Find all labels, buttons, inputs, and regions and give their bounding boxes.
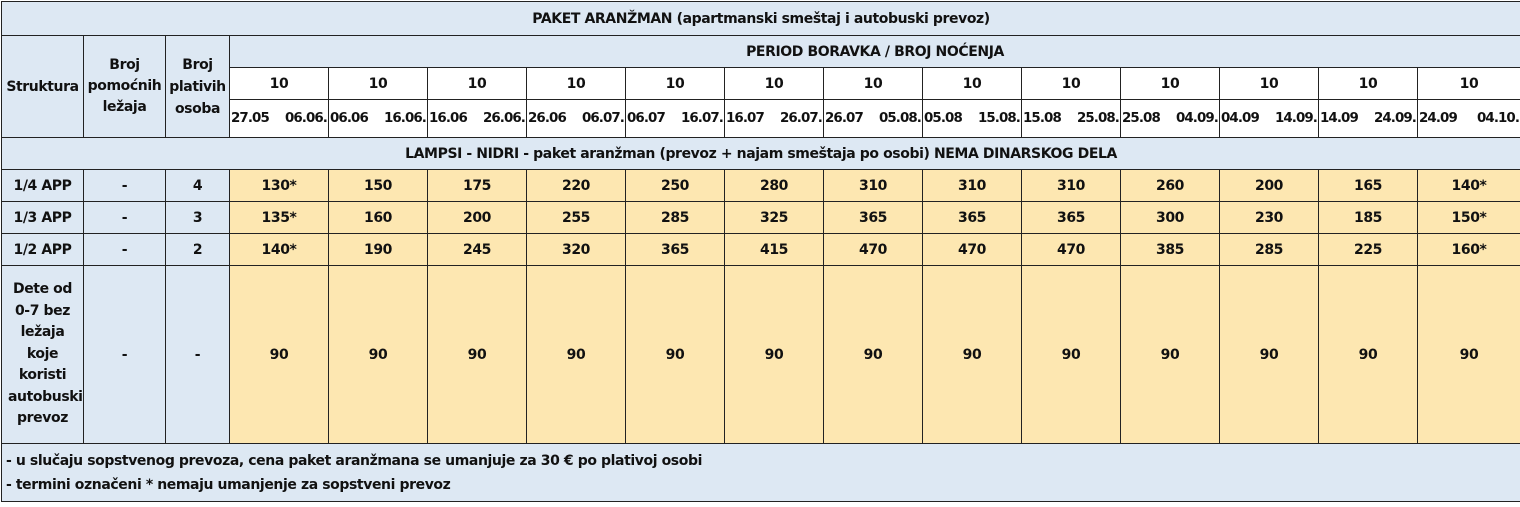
price-cell: 90 xyxy=(230,266,329,444)
period-to: 04.10. xyxy=(1477,111,1520,126)
nights-cell: 10 xyxy=(626,68,725,100)
price-cell: 140* xyxy=(1418,170,1520,202)
period-cell xyxy=(230,100,329,138)
period-cell xyxy=(428,100,527,138)
period-cell xyxy=(1319,100,1418,138)
period-from: 15.08 xyxy=(1022,111,1061,126)
price-cell: 280 xyxy=(725,170,824,202)
table-title: PAKET ARANŽMAN (apartmanski smeštaj i autobuski prevoz) xyxy=(2,2,1520,36)
row-extra-beds: - xyxy=(84,170,166,202)
price-cell: 90 xyxy=(824,266,923,444)
period-from: 05.08 xyxy=(923,111,962,126)
table-row xyxy=(2,234,1520,266)
period-to: 16.06. xyxy=(384,111,427,126)
price-cell: 130* xyxy=(230,170,329,202)
child-row xyxy=(2,266,1520,444)
price-cell: 255 xyxy=(527,202,626,234)
price-cell: 90 xyxy=(1319,266,1418,444)
header-row-period xyxy=(2,36,1520,68)
price-cell: 245 xyxy=(428,234,527,266)
price-cell: 190 xyxy=(329,234,428,266)
price-cell: 310 xyxy=(1022,170,1121,202)
note-asterisk: - termini označeni * nemaju umanjenje za sopstveni prevoz xyxy=(6,473,1520,497)
price-cell: 260 xyxy=(1121,170,1220,202)
price-cell: 90 xyxy=(1418,266,1520,444)
price-cell: 365 xyxy=(626,234,725,266)
price-cell: 365 xyxy=(1022,202,1121,234)
price-cell: 90 xyxy=(428,266,527,444)
period-cell xyxy=(824,100,923,138)
price-cell: 175 xyxy=(428,170,527,202)
price-cell: 90 xyxy=(1220,266,1319,444)
price-cell: 200 xyxy=(1220,170,1319,202)
price-cell: 185 xyxy=(1319,202,1418,234)
period-from: 24.09 xyxy=(1418,111,1457,126)
child-extra-beds: - xyxy=(84,266,166,444)
period-to: 24.09. xyxy=(1374,111,1417,126)
nights-cell: 10 xyxy=(1121,68,1220,100)
period-cell xyxy=(527,100,626,138)
price-cell: 285 xyxy=(1220,234,1319,266)
period-cell xyxy=(1022,100,1121,138)
price-cell: 150 xyxy=(329,170,428,202)
price-cell: 310 xyxy=(824,170,923,202)
price-cell: 135* xyxy=(230,202,329,234)
price-cell: 90 xyxy=(725,266,824,444)
price-cell: 250 xyxy=(626,170,725,202)
header-extra-beds: Broj pomoćnih ležaja xyxy=(84,36,166,138)
header-structure: Struktura xyxy=(2,36,84,138)
period-cell xyxy=(1418,100,1520,138)
row-extra-beds: - xyxy=(84,234,166,266)
period-to: 15.08. xyxy=(978,111,1021,126)
period-to: 25.08. xyxy=(1077,111,1120,126)
period-from: 06.07 xyxy=(626,111,665,126)
price-cell: 225 xyxy=(1319,234,1418,266)
price-cell: 230 xyxy=(1220,202,1319,234)
child-paying: - xyxy=(166,266,230,444)
row-paying: 2 xyxy=(166,234,230,266)
price-cell: 325 xyxy=(725,202,824,234)
price-cell: 470 xyxy=(923,234,1022,266)
price-cell: 165 xyxy=(1319,170,1418,202)
dates-row xyxy=(2,100,1520,138)
price-cell: 90 xyxy=(1121,266,1220,444)
nights-cell: 10 xyxy=(923,68,1022,100)
price-cell: 90 xyxy=(923,266,1022,444)
period-cell xyxy=(1121,100,1220,138)
child-structure: Dete od 0-7 bez ležaja koje koristi autobuski prevoz xyxy=(2,266,84,444)
nights-cell: 10 xyxy=(824,68,923,100)
period-cell xyxy=(923,100,1022,138)
nights-cell: 10 xyxy=(230,68,329,100)
period-cell xyxy=(626,100,725,138)
nights-cell: 10 xyxy=(1319,68,1418,100)
price-cell: 200 xyxy=(428,202,527,234)
nights-cell: 10 xyxy=(1220,68,1319,100)
period-to: 06.07. xyxy=(582,111,625,126)
price-cell: 300 xyxy=(1121,202,1220,234)
header-paying-persons: Broj plativih osoba xyxy=(166,36,230,138)
price-cell: 160 xyxy=(329,202,428,234)
period-from: 26.06 xyxy=(527,111,566,126)
period-cell xyxy=(725,100,824,138)
section-title: LAMPSI - NIDRI - paket aranžman (prevoz + najam smeštaja po osobi) NEMA DINARSKOG DELA xyxy=(2,138,1520,170)
nights-cell: 10 xyxy=(428,68,527,100)
nights-cell: 10 xyxy=(725,68,824,100)
row-structure: 1/3 APP xyxy=(2,202,84,234)
period-to: 16.07. xyxy=(681,111,724,126)
nights-cell: 10 xyxy=(527,68,626,100)
nights-cell: 10 xyxy=(1022,68,1121,100)
price-cell: 365 xyxy=(824,202,923,234)
nights-row xyxy=(2,68,1520,100)
period-to: 06.06. xyxy=(285,111,328,126)
notes xyxy=(2,444,1520,502)
period-from: 06.06 xyxy=(329,111,368,126)
price-cell: 470 xyxy=(824,234,923,266)
period-from: 16.07 xyxy=(725,111,764,126)
price-cell: 90 xyxy=(527,266,626,444)
price-cell: 285 xyxy=(626,202,725,234)
price-cell: 150* xyxy=(1418,202,1520,234)
section-row xyxy=(2,138,1520,170)
title-row xyxy=(2,2,1520,36)
price-cell: 385 xyxy=(1121,234,1220,266)
row-structure: 1/2 APP xyxy=(2,234,84,266)
notes-row xyxy=(2,444,1520,502)
price-cell: 320 xyxy=(527,234,626,266)
period-cell xyxy=(329,100,428,138)
price-cell: 90 xyxy=(329,266,428,444)
price-table xyxy=(1,1,1520,502)
nights-cell: 10 xyxy=(329,68,428,100)
price-cell: 90 xyxy=(626,266,725,444)
table-row xyxy=(2,202,1520,234)
row-structure: 1/4 APP xyxy=(2,170,84,202)
table-row xyxy=(2,170,1520,202)
row-paying: 3 xyxy=(166,202,230,234)
period-to: 26.06. xyxy=(483,111,526,126)
price-cell: 470 xyxy=(1022,234,1121,266)
period-from: 16.06 xyxy=(428,111,467,126)
price-cell: 160* xyxy=(1418,234,1520,266)
row-extra-beds: - xyxy=(84,202,166,234)
price-cell: 365 xyxy=(923,202,1022,234)
period-cell xyxy=(1220,100,1319,138)
price-cell: 140* xyxy=(230,234,329,266)
period-from: 25.08 xyxy=(1121,111,1160,126)
period-to: 05.08. xyxy=(879,111,922,126)
price-cell: 90 xyxy=(1022,266,1121,444)
period-from: 26.07 xyxy=(824,111,863,126)
period-to: 14.09. xyxy=(1275,111,1318,126)
price-cell: 220 xyxy=(527,170,626,202)
period-from: 04.09 xyxy=(1220,111,1259,126)
period-from: 14.09 xyxy=(1319,111,1358,126)
header-period: PERIOD BORAVKA / BROJ NOĆENJA xyxy=(230,36,1520,68)
note-own-transport: - u slučaju sopstvenog prevoza, cena paket aranžmana se umanjuje za 30 € po plativoj osobi xyxy=(6,449,1520,473)
row-paying: 4 xyxy=(166,170,230,202)
nights-cell: 10 xyxy=(1418,68,1520,100)
period-to: 26.07. xyxy=(780,111,823,126)
period-to: 04.09. xyxy=(1176,111,1219,126)
price-cell: 310 xyxy=(923,170,1022,202)
price-cell: 415 xyxy=(725,234,824,266)
period-from: 27.05 xyxy=(230,111,269,126)
